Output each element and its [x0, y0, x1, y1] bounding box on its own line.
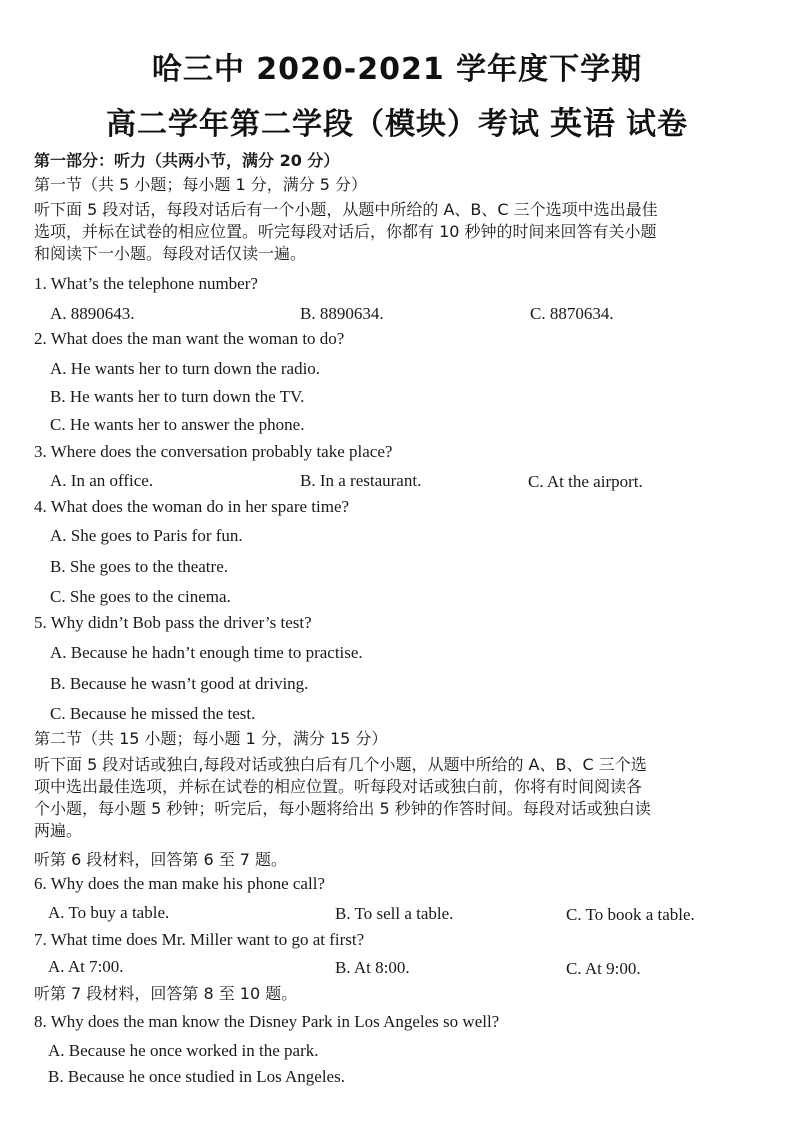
instruction-line: 个小题，每小题 5 秒钟；听完后，每小题将给出 5 秒钟的作答时间。每段对话或独白读 [34, 799, 651, 818]
question-option: A. Because he hadn’t enough time to practise. [50, 643, 363, 662]
question-option: A. Because he once worked in the park. [48, 1041, 319, 1060]
instruction-line: 和阅读下一小题。每段对话仅读一遍。 [34, 244, 307, 263]
question-option: C. 8870634. [530, 304, 614, 323]
question-option: B. Because he once studied in Los Angeles. [48, 1067, 345, 1086]
question-option: A. She goes to Paris for fun. [50, 526, 243, 545]
exam-subject: 英语 [549, 104, 616, 142]
question-option: B. She goes to the theatre. [50, 557, 228, 576]
question-option: B. He wants her to turn down the TV. [50, 387, 305, 406]
question-stem: 5. Why didn’t Bob pass the driver’s test? [34, 613, 312, 632]
material-note: 听第 6 段材料，回答第 6 至 7 题。 [34, 850, 288, 869]
section1-instructions [34, 199, 764, 265]
question-option: C. Because he missed the test. [50, 704, 256, 723]
question-option: B. Because he wasn’t good at driving. [50, 674, 309, 693]
question-option: B. At 8:00. [335, 958, 410, 977]
question-option: B. 8890634. [300, 304, 384, 323]
material-note: 听第 7 段材料，回答第 8 至 10 题。 [34, 984, 298, 1003]
question-option: A. To buy a table. [48, 903, 170, 922]
question-stem: 7. What time does Mr. Miller want to go at first? [34, 930, 365, 949]
part1-heading: 第一部分：听力（共两小节，满分 20 分） [34, 151, 340, 170]
question-option: A. In an office. [50, 471, 154, 490]
question-stem: 3. Where does the conversation probably take place? [34, 442, 393, 461]
instruction-line: 项中选出最佳选项，并标在试卷的相应位置。听每段对话或独白前，你将有时间阅读各 [34, 777, 643, 796]
instruction-line: 选项，并标在试卷的相应位置。听完每段对话后，你都有 10 秒钟的时间来回答有关小题 [34, 222, 657, 241]
exam-title-suffix: 试卷 [626, 107, 688, 142]
section2-instructions [34, 754, 764, 842]
question-stem: 1. What’s the telephone number? [34, 274, 258, 293]
question-option: C. At the airport. [528, 472, 643, 491]
question-option: C. To book a table. [566, 905, 695, 924]
section2-heading: 第二节（共 15 小题；每小题 1 分，满分 15 分） [34, 729, 388, 748]
question-stem: 6. Why does the man make his phone call? [34, 874, 325, 893]
section1-heading: 第一节（共 5 小题；每小题 1 分，满分 5 分） [34, 175, 368, 194]
question-option: A. He wants her to turn down the radio. [50, 359, 321, 378]
question-option: B. To sell a table. [335, 904, 454, 923]
instruction-line: 听下面 5 段对话，每段对话后有一个小题，从题中所给的 A、B、C 三个选项中选出最佳 [34, 200, 658, 219]
question-option: C. At 9:00. [566, 959, 641, 978]
question-stem: 4. What does the woman do in her spare time? [34, 497, 350, 516]
question-option: B. In a restaurant. [300, 471, 422, 490]
exam-title-prefix: 高二学年第二学段（模块）考试 [105, 107, 540, 142]
question-option: C. He wants her to answer the phone. [50, 415, 305, 434]
question-option: C. She goes to the cinema. [50, 587, 231, 606]
question-option: A. 8890643. [50, 304, 135, 323]
instruction-line: 听下面 5 段对话或独白,每段对话或独白后有几个小题，从题中所给的 A、B、C 三个选 [34, 755, 647, 774]
exam-title-line1: 哈三中 2020-2021 学年度下学期 [151, 52, 643, 87]
exam-title-line2 [0, 98, 794, 144]
question-option: A. At 7:00. [48, 957, 124, 976]
question-stem: 2. What does the man want the woman to do? [34, 329, 345, 348]
question-stem: 8. Why does the man know the Disney Park in Los Angeles so well? [34, 1012, 500, 1031]
instruction-line: 两遍。 [34, 821, 83, 840]
